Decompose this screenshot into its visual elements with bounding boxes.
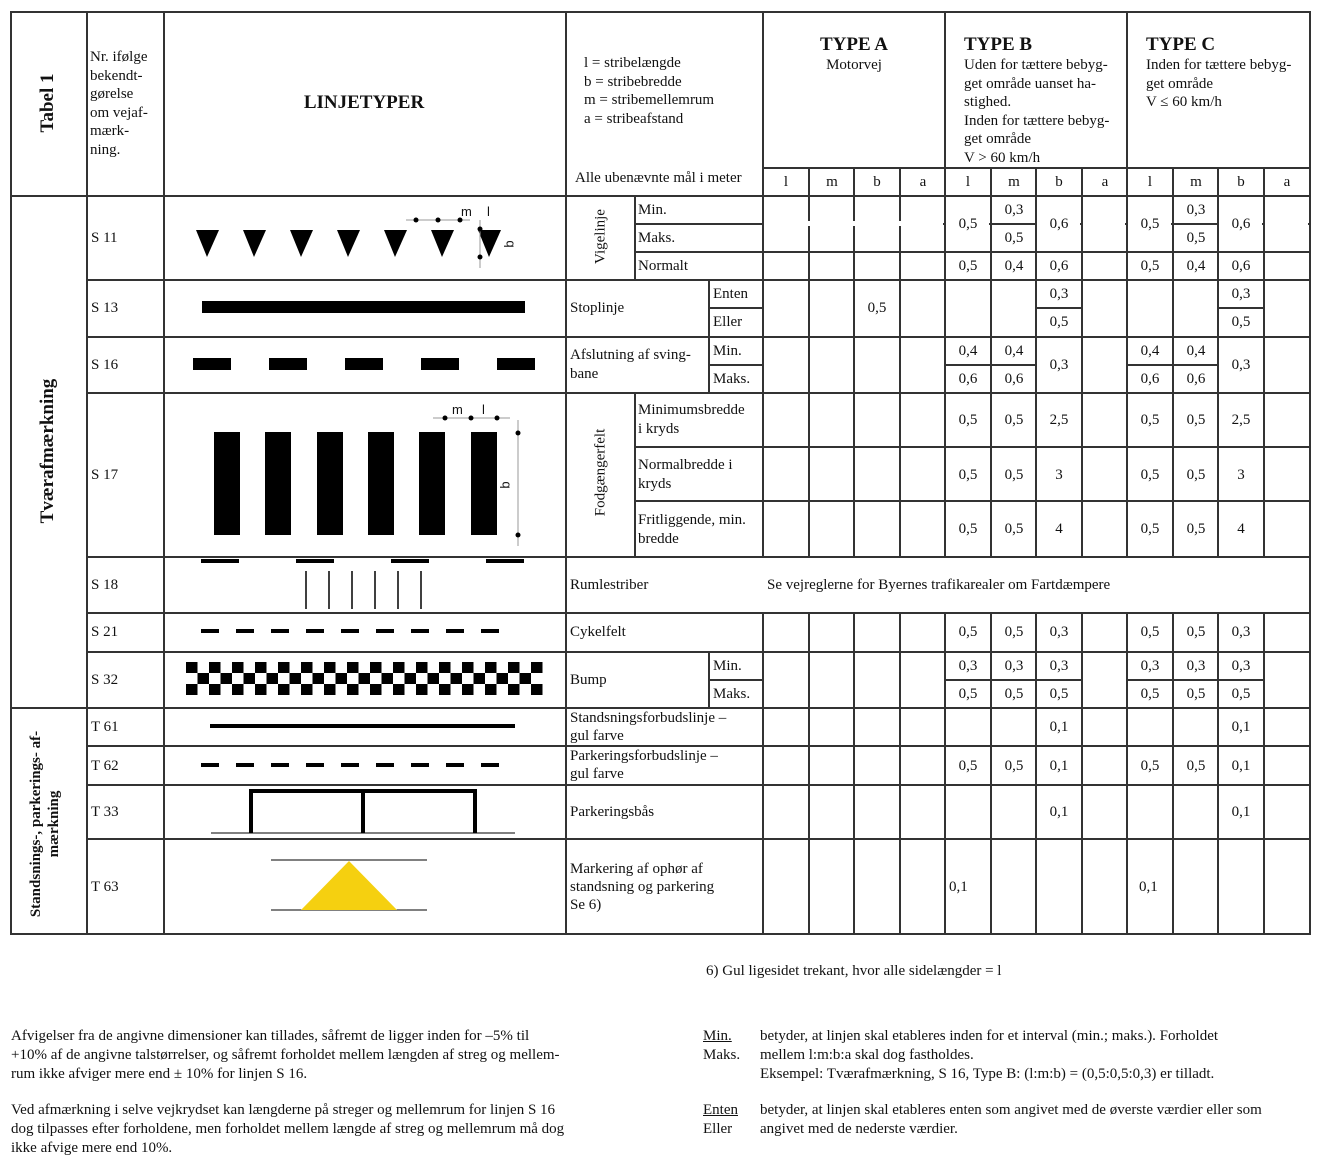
s17-dim-m: m bbox=[452, 402, 463, 417]
s21-dash bbox=[341, 629, 359, 633]
dimension-legend: l = stribelængde b = stribebredde m = stribemellemrum a = stribeafstand bbox=[584, 55, 715, 127]
s32-square bbox=[462, 662, 474, 673]
t62-dash bbox=[271, 763, 289, 767]
s32-square bbox=[301, 684, 313, 695]
s32-square bbox=[405, 673, 417, 684]
notes-right-text: betyder, at linjen skal etableres inden for et interval (min.; maks.). Forholdet mellem l:m:b:a skal dog fastholdes. Eksempel: Tværafmærkning, S 16, Type B: (l:m:b) = (0,5:0,5:0,3) er tilladt. betyder, at linjen skal etableres enten som angivet med de øverste værdier eller som angivet med de nederste værdier. bbox=[760, 1028, 1262, 1137]
units-note: Alle ubenævnte mål i meter bbox=[575, 170, 742, 186]
s21-dash bbox=[306, 629, 324, 633]
s21-dash bbox=[446, 629, 464, 633]
s32-square bbox=[359, 673, 371, 684]
s32-square bbox=[186, 662, 198, 673]
s32-square bbox=[474, 673, 486, 684]
s32-square bbox=[347, 662, 359, 673]
s32-square bbox=[186, 684, 198, 695]
type-b-header: TYPE B Uden for tættere bebyg- get område uanset ha- stighed. Inden for tættere bebyg- get område V > 60 km/h bbox=[964, 34, 1110, 166]
s21-dash bbox=[376, 629, 394, 633]
s32-square bbox=[531, 662, 543, 673]
s32-square bbox=[209, 684, 221, 695]
s11-dim-l: l bbox=[487, 204, 490, 219]
t33-parking-bay-icon bbox=[211, 791, 515, 833]
s32-square bbox=[497, 673, 509, 684]
s32-square bbox=[324, 662, 336, 673]
s32-square bbox=[336, 673, 348, 684]
s32-square bbox=[485, 684, 497, 695]
s32-square bbox=[451, 673, 463, 684]
s32-square bbox=[209, 662, 221, 673]
s32-square bbox=[370, 662, 382, 673]
s32-square bbox=[439, 662, 451, 673]
type-c-header: TYPE C Inden for tættere bebyg- get område V ≤ 60 km/h bbox=[1146, 34, 1292, 110]
t62-dash bbox=[201, 763, 219, 767]
s32-square bbox=[382, 673, 394, 684]
t62-dash bbox=[481, 763, 499, 767]
s21-dash bbox=[411, 629, 429, 633]
s32-square bbox=[244, 673, 256, 684]
s32-square bbox=[462, 684, 474, 695]
s32-square bbox=[324, 684, 336, 695]
group-tvaerafmaerkning: Tværafmærkning bbox=[37, 378, 58, 524]
s32-square bbox=[531, 684, 543, 695]
s32-square bbox=[278, 684, 290, 695]
s32-square bbox=[255, 684, 267, 695]
s32-square bbox=[393, 662, 405, 673]
s32-square bbox=[393, 684, 405, 695]
t62-dash bbox=[236, 763, 254, 767]
s32-square bbox=[508, 684, 520, 695]
s17-crossing-icon bbox=[214, 416, 521, 547]
s11-dim-b: b bbox=[501, 240, 517, 248]
s18-reference-note: Se vejreglerne for Byernes trafikarealer om Fartdæmpere bbox=[767, 577, 1111, 593]
s21-dash bbox=[481, 629, 499, 633]
s32-square bbox=[232, 684, 244, 695]
notes-left: Afvigelser fra de angivne dimensioner kan tillades, såfremt de ligger inden for –5% til +10% af de angivne talstørrelser, og såfremt forholdet mellem længden af streg og mellem- rum ikke afviger mere end ± 10% for linjen S 16. Ved afmærkning i selve vejkrydset kan længderne på streger og mellemrum for linjen S 16 dog tilpasses efter forholdene, men forholdet mellem længde af streg og mellemrum må dog ikke afvige mere end 10%. bbox=[11, 1028, 565, 1156]
group-vigelinje: Vigelinje bbox=[592, 209, 609, 264]
s32-square bbox=[221, 673, 233, 684]
s32-square bbox=[255, 662, 267, 673]
s32-square bbox=[267, 673, 279, 684]
s21-dash bbox=[201, 629, 219, 633]
t62-dashed-line-icon bbox=[201, 763, 499, 767]
s32-square bbox=[370, 684, 382, 695]
t62-dash bbox=[446, 763, 464, 767]
s32-square bbox=[232, 662, 244, 673]
t62-dash bbox=[376, 763, 394, 767]
t62-dash bbox=[306, 763, 324, 767]
s32-square bbox=[520, 673, 532, 684]
t63-yellow-triangle-icon bbox=[271, 860, 427, 910]
page-title: LINJETYPER bbox=[303, 92, 425, 113]
s11-dim-m: m bbox=[461, 204, 472, 219]
group-fodgaengerfelt: Fodgængerfelt bbox=[592, 428, 609, 517]
s32-square bbox=[485, 662, 497, 673]
s32-square bbox=[313, 673, 325, 684]
s21-bike-lane-icon bbox=[201, 629, 499, 633]
notes-right-labels: Min. Maks. Enten Eller bbox=[703, 1028, 741, 1137]
footnote-6: 6) Gul ligesidet trekant, hvor alle sidelængder = l bbox=[706, 963, 1002, 979]
s18-rumble-strip-icon bbox=[201, 559, 524, 609]
s17-dim-b: b bbox=[497, 481, 513, 489]
type-a-header: TYPE A Motorvej bbox=[819, 34, 889, 73]
group-standsning: Standsnings-, parkerings- af- mærkning bbox=[28, 730, 62, 918]
s32-square bbox=[416, 662, 428, 673]
s32-square bbox=[347, 684, 359, 695]
s32-square bbox=[290, 673, 302, 684]
s32-square bbox=[198, 673, 210, 684]
s17-dim-l: l bbox=[482, 402, 485, 417]
s32-bump-icon bbox=[186, 662, 543, 695]
s32-square bbox=[508, 662, 520, 673]
s13-stop-line-icon bbox=[202, 301, 525, 313]
s21-dash bbox=[271, 629, 289, 633]
t61-solid-line-icon bbox=[210, 724, 515, 728]
s32-square bbox=[301, 662, 313, 673]
s32-square bbox=[278, 662, 290, 673]
s11-yield-line-icon bbox=[196, 218, 501, 269]
s32-square bbox=[439, 684, 451, 695]
t62-dash bbox=[411, 763, 429, 767]
t62-dash bbox=[341, 763, 359, 767]
s16-dashed-line-icon bbox=[193, 358, 535, 370]
s32-square bbox=[428, 673, 440, 684]
table-label: Tabel 1 bbox=[37, 73, 58, 133]
s32-square bbox=[416, 684, 428, 695]
nr-label: Nr. ifølge bekendt- gørelse om vejaf- mærk- ning. bbox=[90, 49, 148, 158]
s21-dash bbox=[236, 629, 254, 633]
